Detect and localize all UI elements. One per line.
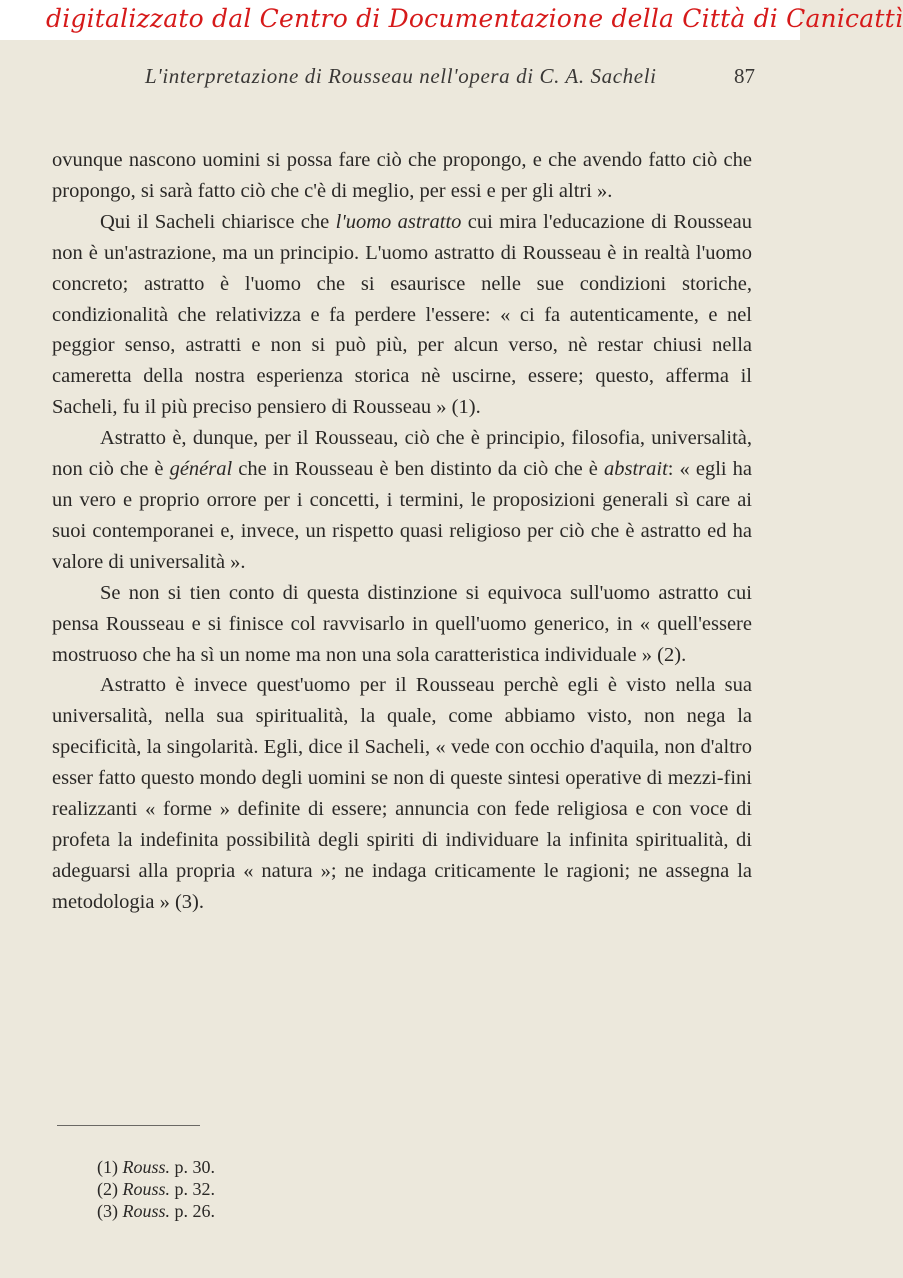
- text-segment: Astratto è, dunque, per il Rousseau, ciò che è principio, filosofia, universalità, non ciò che è: [52, 427, 752, 481]
- footnote: [97, 1178, 215, 1200]
- footnote-page: p. 30.: [174, 1157, 216, 1177]
- footnote-number: (3): [97, 1201, 118, 1221]
- italic-text: l'uomo astratto: [335, 210, 462, 233]
- paragraph: [52, 207, 752, 423]
- text-segment: : « egli ha un vero e proprio orrore per i concetti, i termini, le proposizioni generali sì care ai suoi contemporanei e, invece, un rispetto quasi religioso per ciò che è astratto ed ha valore di universalità ».: [52, 458, 752, 573]
- footnote-number: (2): [97, 1179, 118, 1199]
- footnote-page: p. 32.: [174, 1179, 216, 1199]
- body-text: [52, 145, 752, 918]
- italic-text: général: [169, 458, 233, 481]
- footnote-work: Rouss.: [122, 1179, 171, 1199]
- footnote: [97, 1200, 215, 1222]
- footnotes: [97, 1156, 215, 1222]
- watermark-banner: [0, 0, 903, 40]
- running-title: L'interpretazione di Rousseau nell'opera di C. A. Sacheli: [145, 64, 657, 88]
- paragraph: [52, 578, 752, 671]
- footnote: [97, 1156, 215, 1178]
- text-segment: cui mira l'educazione di Rousseau non è un'astrazione, ma un principio. L'uomo astratto di Rousseau è in realtà l'uomo concreto; astratto è l'uomo che si esaurisce nelle sue condizioni storiche, condizionalità che relativizza e fa perdere l'essere: « ci fa autenticamente, e nel peggior senso, astratti e non si può più, per alcun verso, nè restar chiusi nella cameretta della nostra esperienza storica nè uscirne, essere; questo, afferma il Sacheli, fu il più preciso pensiero di Rousseau » (1).: [52, 210, 752, 419]
- footnote-divider: [57, 1125, 200, 1126]
- text-segment: Astratto è invece quest'uomo per il Rousseau perchè egli è visto nella sua universalità, nella sua spiritualità, la quale, come abbiamo visto, non nega la specificità, la singolarità. Egli, dice il Sacheli, « vede con occhio d'aquila, non d'altro esser fatto questo mondo degli uomini se non di queste sintesi operative di mezzi-fini realizzanti « forme » definite di essere; annuncia con fede religiosa e con voce di profeta la indefinita possibilità degli spiriti di individuare la infinita spiritualità, di adeguarsi alla propria « natura »; ne indaga criticamente le ragioni; ne assegna la metodologia » (3).: [52, 674, 752, 913]
- running-head: [145, 64, 755, 89]
- text-segment: Se non si tien conto di questa distinzione si equivoca sull'uomo astratto cui pensa Rousseau e si finisce col ravvisarlo in quell'uomo generico, in « quell'essere mostruoso che ha sì un nome ma non una sola caratteristica individuale » (2).: [52, 581, 752, 666]
- paragraph: [52, 145, 752, 207]
- italic-text: abstrait: [603, 458, 668, 481]
- footnote-page: p. 26.: [174, 1201, 216, 1221]
- footnote-number: (1): [97, 1157, 118, 1177]
- text-segment: Qui il Sacheli chiarisce che: [100, 210, 336, 233]
- watermark-text: digitalizzato dal Centro di Documentazione della Città di Canicattì: [46, 4, 903, 33]
- text-segment: che in Rousseau è ben distinto da ciò che è: [232, 458, 604, 481]
- text-segment: ovunque nascono uomini si possa fare ciò che propongo, e che avendo fatto ciò che propongo, si sarà fatto ciò che c'è di meglio, per essi e per gli altri ».: [52, 149, 752, 202]
- page-number: 87: [734, 64, 755, 88]
- paragraph: [52, 670, 752, 917]
- footnote-work: Rouss.: [122, 1201, 171, 1221]
- paragraph: [52, 423, 752, 578]
- footnote-work: Rouss.: [122, 1157, 171, 1177]
